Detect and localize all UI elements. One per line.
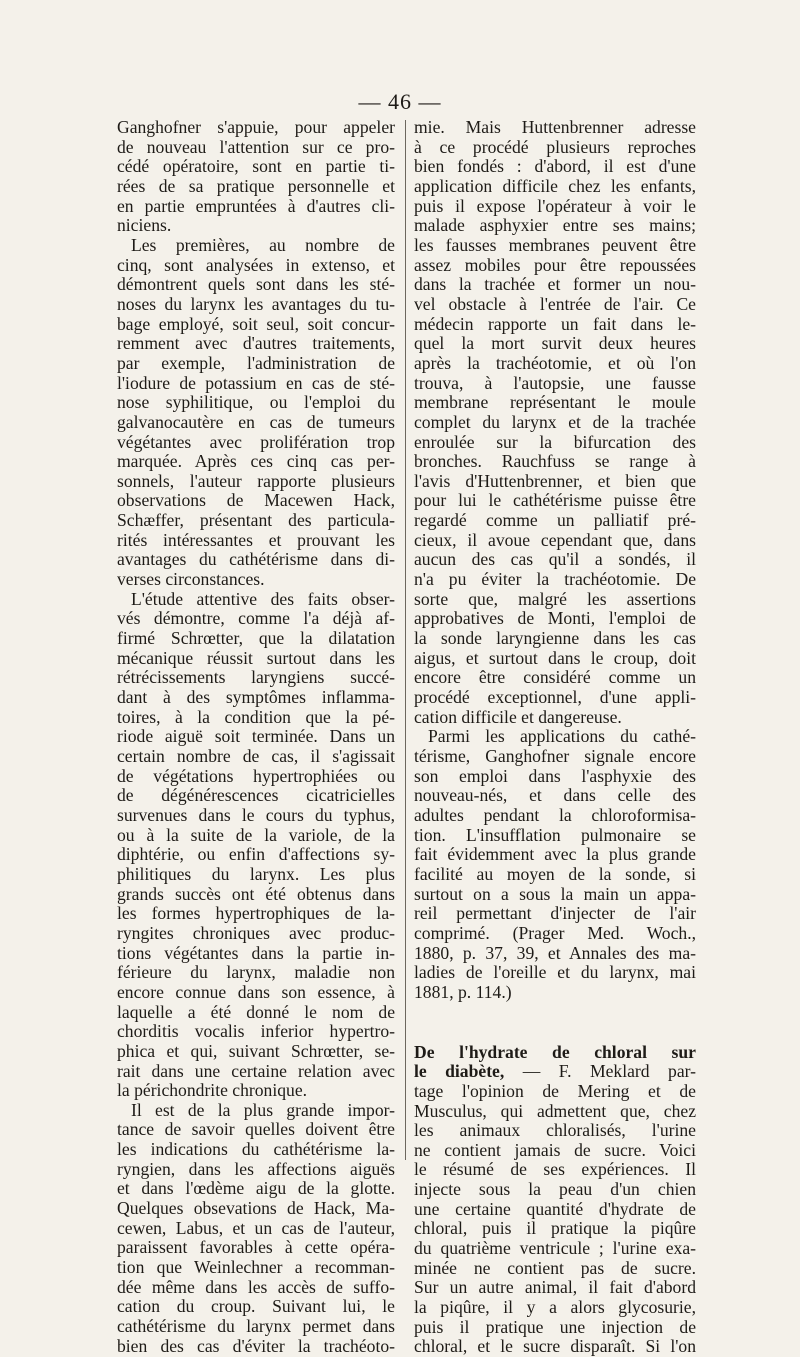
text-line: toires, à la condition que la pé- (117, 706, 395, 727)
section-heading-line (414, 1043, 696, 1063)
left-column (117, 118, 395, 1356)
text-line: démontrent quels sont dans les sté- (117, 274, 395, 295)
text-line: rités intéressantes et prouvant les (117, 529, 395, 550)
text-line: rétrécissements laryngiens succé- (117, 667, 395, 688)
text-line: puis il pratique une injection de (414, 1316, 696, 1337)
text-line: tions végétantes dans la partie in- (117, 942, 395, 963)
text-line: de végétations hypertrophiées ou (117, 765, 395, 786)
text-line: dans la trachée et former un nou- (414, 274, 696, 295)
text-line: après la trachéotomie, et où l'on (414, 352, 696, 373)
text-line: chorditis vocalis inferior hypertro- (117, 1021, 395, 1042)
page-number: — 46 — (358, 89, 442, 114)
text-line: nose syphilitique, ou l'emploi du (117, 392, 395, 413)
text-line: tion. L'insufflation pulmonaire se (414, 824, 696, 845)
text-line: à ce procédé plusieurs reproches (414, 136, 696, 157)
text-line: bronches. Rauchfuss se range à (414, 451, 696, 472)
text-line: survenues dans le cours du typhus, (117, 804, 395, 825)
text-line: vel obstacle à l'entrée de l'air. Ce (414, 293, 696, 314)
text-line: de nouveau l'attention sur ce pro- (117, 136, 395, 157)
text-line: rées de sa pratique personnelle et (117, 175, 395, 196)
text-line: sonnels, l'auteur rapporte plusieurs (117, 470, 395, 491)
text-line: la périchondrite chronique. (117, 1080, 308, 1101)
text-line: laquelle a été donné le nom de (117, 1001, 395, 1022)
text-line: L'étude attentive des faits obser- (131, 588, 395, 609)
text-line: quel la mort survit deux heures (414, 333, 696, 354)
text-line: dant à des symptômes inflamma- (117, 687, 395, 708)
text-line: de dégénérescences cicatricielles (117, 785, 395, 806)
text-line: verses circonstances. (117, 569, 265, 590)
text-line: férieure du larynx, maladie non (117, 962, 395, 983)
text-line: Musculus, qui admettent que, chez (414, 1100, 696, 1121)
text-line: le diabète, — F. Meklard par- (414, 1061, 696, 1082)
text-line: Parmi les applications du cathé- (428, 726, 696, 747)
text-line: facilité au moyen de la sonde, si (414, 863, 696, 884)
text-line: ne contient jamais de sucre. Voici (414, 1139, 696, 1160)
text-line: observations de Macewen Hack, (117, 490, 395, 511)
text-line: trouva, à l'autopsie, une fausse (414, 372, 696, 393)
text-line: cathétérisme du larynx permet dans (117, 1316, 395, 1337)
text-line: par exemple, l'administration de (117, 352, 395, 373)
text-line: approbatives de Monti, l'emploi de (414, 608, 696, 629)
text-line: avantages du cathétérisme dans di- (117, 549, 395, 570)
text-line: cédé opératoire, sont en partie ti- (117, 156, 395, 177)
text-line: cation difficile et dangereuse. (414, 706, 622, 727)
text-line: rait dans une certaine relation avec (117, 1060, 395, 1081)
text-line: remment avec d'autres traitements, (117, 333, 395, 354)
text-line: diphtérie, ou enfin d'affections sy- (117, 844, 395, 865)
text-line: térisme, Ganghofner signale encore (414, 746, 696, 766)
text-line: injecte sous la peau d'un chien (414, 1179, 696, 1200)
text-line: bage employé, soit seul, soit concur- (117, 313, 395, 334)
text-line: la sonde laryngienne dans les cas (414, 628, 696, 649)
text-line: Les premières, au nombre de (131, 234, 395, 255)
text-line: mécanique réussit surtout dans les (117, 647, 395, 668)
text-line: ryngien, dans les affections aiguës (117, 1158, 395, 1179)
text-line: ladies de l'oreille et du larynx, mai (414, 962, 696, 983)
text-line: cewen, Labus, et un cas de l'auteur, (117, 1217, 395, 1238)
text-line: le résumé de ses expériences. Il (414, 1159, 696, 1180)
text-line: vés démontre, comme l'a déjà af- (117, 608, 395, 629)
text-line: la piqûre, il y a alors glycosurie, (414, 1297, 696, 1318)
text-line: pour lui le cathétérisme puisse être (414, 490, 696, 511)
text-line: chloral, et le sucre disparaît. Si l'on (414, 1336, 696, 1357)
text-line: les animaux chloralisés, l'urine (414, 1120, 696, 1141)
text-line: médecin rapporte un fait dans le- (414, 313, 696, 334)
text-line: cinq, sont analysées in extenso, et (117, 254, 395, 275)
text-line: les fausses membranes peuvent être (414, 234, 696, 255)
text-line: une certaine quantité d'hydrate de (414, 1198, 696, 1219)
text-line: du quatrième ventricule ; l'urine exa- (414, 1238, 696, 1259)
text-line: aigus, et surtout dans le croup, doit (414, 647, 696, 668)
text-line: riode aiguë soit terminée. Dans un (117, 726, 395, 747)
text-line: assez mobiles pour être repoussées (414, 254, 696, 275)
text-line: galvanocautère en cas de tumeurs (117, 411, 395, 432)
text-line: 1880, p. 37, 39, et Annales des ma- (414, 942, 696, 963)
text-line: cieux, il avoue cependant que, dans (414, 529, 696, 550)
text-line: encore connue dans son essence, à (117, 981, 395, 1002)
text-line: membrane représentant le moule (414, 392, 696, 413)
text-line: regardé comme un palliatif pré- (414, 510, 696, 531)
text-line: certain nombre de cas, il s'agissait (117, 746, 395, 766)
text-line: grands succès ont été obtenus dans (117, 883, 395, 904)
text-line: ryngites chroniques avec produc- (117, 922, 395, 943)
text-line: firmé Schrœtter, que la dilatation (117, 628, 395, 649)
text-line: fait évidemment avec la plus grande (414, 844, 696, 865)
text-line: Il est de la plus grande impor- (131, 1099, 395, 1120)
text-line: bien fondés : d'abord, il est d'une (414, 156, 696, 177)
text-line: paraissent favorables à cette opéra- (117, 1237, 395, 1258)
text-line: chloral, puis il pratique la piqûre (414, 1218, 696, 1239)
text-line: nouveau-nés, et dans celle des (414, 785, 696, 806)
text-line: philitiques du larynx. Les plus (117, 863, 395, 884)
text-line: son emploi dans l'asphyxie des (414, 765, 696, 786)
text-line: et dans l'œdème aigu de la glotte. (117, 1178, 395, 1199)
text-line: 1881, p. 114.) (414, 981, 512, 1002)
text-line: application difficile chez les enfants, (414, 175, 696, 196)
text-line: bien des cas d'éviter la trachéoto- (117, 1335, 395, 1356)
text-line: surtout on a sous la main un appa- (414, 883, 696, 904)
text-line: mie. Mais Huttenbrenner adresse (414, 117, 696, 137)
text-line: puis il expose l'opérateur à voir le (414, 195, 696, 216)
text-line: tance de savoir quelles doivent être (117, 1119, 395, 1140)
text-line: tion que Weinlechner a recomman- (117, 1257, 395, 1278)
text-line: végétantes avec prolifération trop (117, 431, 395, 452)
right-column (414, 118, 696, 1357)
text-line: procédé exceptionnel, d'une appli- (414, 687, 696, 708)
text-line: l'avis d'Huttenbrenner, et bien que (414, 470, 696, 491)
section-heading: De l'hydrate de chloral sur (414, 1041, 696, 1062)
text-line: sorte que, malgré les assertions (414, 588, 696, 609)
text-line: phica et qui, suivant Schrœtter, se- (117, 1040, 395, 1061)
text-line: ou à la suite de la variole, de la (117, 824, 395, 845)
section-heading: le diabète, (414, 1061, 505, 1082)
text-line: Ganghofner s'appuie, pour appeler (117, 117, 395, 137)
text-line: complet du larynx et de la trachée (414, 411, 696, 432)
text-line: aucun des cas qu'il a sondés, il (414, 549, 696, 570)
text-line: l'iodure de potassium en cas de sté- (117, 372, 395, 393)
text-line: Schæffer, présentant des particula- (117, 510, 395, 531)
column-divider (405, 120, 406, 1160)
text-line: dée même dans les accès de suffo- (117, 1276, 395, 1297)
text-line: reil permettant d'injecter de l'air (414, 903, 696, 924)
text-line: les indications du cathétérisme la- (117, 1139, 395, 1160)
text-line: adultes pendant la chloroformisa- (414, 804, 696, 825)
text-line: niciens. (117, 215, 172, 236)
text-line: encore être considéré comme un (414, 667, 696, 688)
text-line: en partie empruntées à d'autres cli- (117, 195, 395, 216)
text-line: marquée. Après ces cinq cas per- (117, 451, 395, 472)
text-line: les formes hypertrophiques de la- (117, 903, 395, 924)
text-line: Sur un autre animal, il fait d'abord (414, 1277, 696, 1298)
text-line: noses du larynx les avantages du tu- (117, 293, 395, 314)
text-line: tage l'opinion de Mering et de (414, 1080, 696, 1101)
text-line: Quelques obsevations de Hack, Ma- (117, 1198, 395, 1219)
text-line: comprimé. (Prager Med. Woch., (414, 922, 696, 943)
text-line: n'a pu éviter la trachéotomie. De (414, 569, 696, 590)
text-line: minée ne contient pas de sucre. (414, 1257, 696, 1278)
text-line: cation du croup. Suivant lui, le (117, 1296, 395, 1317)
text-line: malade asphyxier entre ses mains; (414, 215, 696, 236)
text-line: enroulée sur la bifurcation des (414, 431, 696, 452)
